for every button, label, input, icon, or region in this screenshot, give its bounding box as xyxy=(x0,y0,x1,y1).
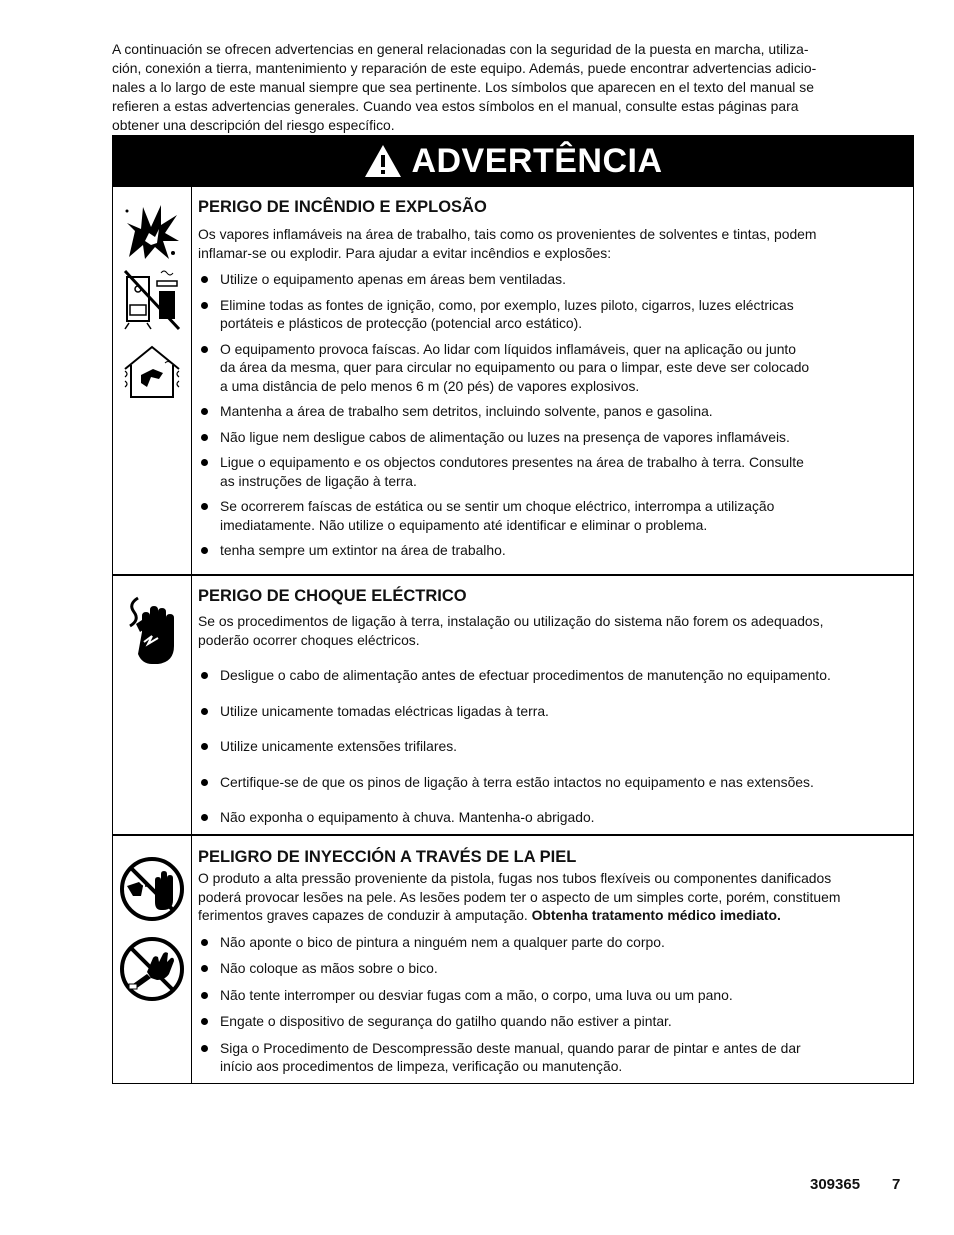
list-item-line: Utilize o equipamento apenas em áreas bem ventiladas. xyxy=(220,271,566,287)
fire-explosion-section xyxy=(113,186,913,574)
warning-header xyxy=(113,136,913,186)
fire-intro-line: Os vapores inflamáveis na área de trabalho, tais como os provenientes de solventes e tintas, podem xyxy=(198,226,817,242)
list-item xyxy=(198,1012,907,1031)
list-item-line: Engate o dispositivo de segurança do gatilho quando não estiver a pintar. xyxy=(220,1013,672,1029)
document-number: 309365 xyxy=(810,1176,861,1193)
list-item xyxy=(198,541,907,560)
fire-intro xyxy=(198,225,907,262)
list-item-line: Certifique-se de que os pinos de ligação à terra estão intactos no equipamento e nas extensões. xyxy=(220,773,814,790)
intro-line: ción, conexión a tierra, mantenimiento y reparación de este equipo. Además, puede encontrar advertencias adicio- xyxy=(112,60,817,76)
ventilation-house-icon xyxy=(121,343,183,401)
list-item xyxy=(198,428,907,447)
shock-intro-line: poderão ocorrer choques eléctricos. xyxy=(198,631,420,648)
electric-shock-section xyxy=(113,574,913,834)
list-item-line: da área da mesma, quer para circular no equipamento ou para o limpar, este deve ser colocado xyxy=(220,359,810,375)
warning-table xyxy=(112,135,914,1084)
list-item xyxy=(198,453,907,490)
list-item-line: as instruções de ligação à terra. xyxy=(220,472,417,489)
list-item xyxy=(198,737,907,756)
injection-bullet-list xyxy=(198,933,907,1076)
no-hand-over-nozzle-icon xyxy=(119,936,185,1002)
list-item xyxy=(198,296,907,333)
shock-bullet-list xyxy=(198,666,907,827)
injection-icons xyxy=(113,836,192,1083)
injection-intro-line xyxy=(198,906,907,925)
list-item-line: Se ocorrerem faíscas de estática ou se sentir um choque eléctrico, interrompa a utilização xyxy=(220,498,775,514)
shock-intro xyxy=(198,612,907,649)
injection-intro-line: O produto a alta pressão proveniente da pistola, fugas nos tubos flexíveis ou componentes danificados xyxy=(198,870,832,886)
list-item xyxy=(198,959,907,978)
list-item-line: Não coloque as mãos sobre o bico. xyxy=(220,960,438,976)
list-item xyxy=(198,402,907,421)
list-item-line: imediatamente. Não utilize o equipamento até identificar e eliminar o problema. xyxy=(220,516,708,533)
list-item xyxy=(198,666,907,685)
fire-bullet-list xyxy=(198,270,907,560)
injection-section-title: PELIGRO DE INYECCIÓN A TRAVÉS DE LA PIEL xyxy=(198,848,577,866)
list-item-line: a uma distância de pelo menos 6 m (20 pés) de vapores explosivos. xyxy=(220,377,640,394)
list-item-line: O equipamento provoca faíscas. Ao lidar com líquidos inflamáveis, quer na aplicação ou junto xyxy=(220,340,797,357)
list-item-line: Não tente interromper ou desviar fugas com a mão, o corpo, uma luva ou um pano. xyxy=(220,986,733,1003)
skin-injection-section xyxy=(113,834,913,1083)
warning-title: ADVERTÊNCIA xyxy=(411,141,663,180)
injection-intro-bold: Obtenha tratamento médico imediato. xyxy=(531,907,781,923)
fire-intro-line: inflamar-se ou explodir. Para ajudar a evitar incêndios e explosões: xyxy=(198,244,612,261)
list-item-line: Não aponte o bico de pintura a ninguém nem a qualquer parte do corpo. xyxy=(220,933,665,950)
list-item-line: Utilize unicamente extensões trifilares. xyxy=(220,738,458,754)
intro-paragraph xyxy=(112,40,912,135)
list-item xyxy=(198,497,907,534)
injection-intro-text: ferimentos graves capazes de conduzir à amputação. xyxy=(198,907,528,923)
list-item-line: Elimine todas as fontes de ignição, como, por exemplo, luzes piloto, cigarros, luzes eléctricas xyxy=(220,296,794,313)
list-item xyxy=(198,270,907,289)
injection-intro xyxy=(198,869,907,925)
warning-triangle-icon xyxy=(363,143,403,179)
injection-intro-line: poderá provocar lesões na pele. As lesões podem ter o aspecto de um simples corte, porém, constituem xyxy=(198,888,841,905)
electric-shock-hand-icon xyxy=(124,594,180,670)
list-item-line: Utilize unicamente tomadas eléctricas ligadas à terra. xyxy=(220,702,549,719)
list-item-line: Siga o Procedimento de Descompressão deste manual, quando parar de pintar e antes de dar xyxy=(220,1039,801,1056)
fire-section-title: PERIGO DE INCÊNDIO E EXPLOSÃO xyxy=(198,198,487,216)
intro-line: A continuación se ofrecen advertencias en general relacionadas con la seguridad de la puesta en marcha, utiliza- xyxy=(112,41,809,57)
explosion-icon xyxy=(121,201,183,263)
intro-line: refieren a estas advertencias generales. Cuando vea estos símbolos en el manual, consulte estas páginas para xyxy=(112,98,799,114)
list-item xyxy=(198,808,907,827)
intro-line: obtener una descripción del riesgo específico. xyxy=(112,117,395,133)
list-item-line: início aos procedimentos de limpeza, verificação ou manutenção. xyxy=(220,1058,623,1074)
list-item xyxy=(198,933,907,952)
fire-icons xyxy=(113,187,192,574)
list-item-line: Desligue o cabo de alimentação antes de efectuar procedimentos de manutenção no equipamento. xyxy=(220,667,831,683)
list-item-line: portáteis e plásticos de protecção (potencial arco estático). xyxy=(220,315,583,331)
list-item xyxy=(198,986,907,1005)
list-item xyxy=(198,340,907,396)
list-item xyxy=(198,1039,907,1076)
no-ignition-sources-icon xyxy=(121,267,183,333)
shock-icons xyxy=(113,576,192,834)
list-item-line: Ligue o equipamento e os objectos condutores presentes na área de trabalho à terra. Consulte xyxy=(220,454,804,470)
list-item xyxy=(198,773,907,792)
shock-intro-line: Se os procedimentos de ligação à terra, instalação ou utilização do sistema não forem os adequados, xyxy=(198,613,824,629)
list-item-line: tenha sempre um extintor na área de trabalho. xyxy=(220,542,506,558)
page-number: 7 xyxy=(892,1176,901,1193)
intro-line: nales a lo largo de este manual siempre que sea pertinente. Los símbolos que aparecen en el texto del manual se xyxy=(112,79,814,95)
shock-section-title: PERIGO DE CHOQUE ELÉCTRICO xyxy=(198,587,467,605)
list-item xyxy=(198,702,907,721)
list-item-line: Mantenha a área de trabalho sem detritos, incluindo solvente, panos e gasolina. xyxy=(220,403,713,419)
list-item-line: Não ligue nem desligue cabos de alimentação ou luzes na presença de vapores inflamáveis. xyxy=(220,428,790,445)
list-item-line: Não exponha o equipamento à chuva. Mantenha-o abrigado. xyxy=(220,809,595,825)
no-spray-at-hand-icon xyxy=(119,856,185,922)
